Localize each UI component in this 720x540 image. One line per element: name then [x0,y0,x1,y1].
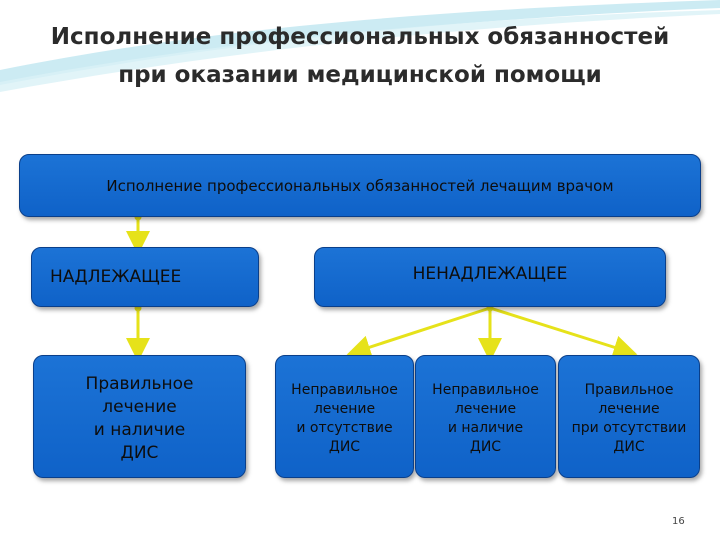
improper-box [314,247,666,307]
outcome-box-2 [275,355,414,478]
page-number: 16 [672,516,685,527]
main-box-doctor-duties [19,154,701,217]
arrows-improper-to-outcomes [358,305,626,352]
outcome-label-3: Неправильное лечение и наличие ДИС [432,382,539,455]
arrow-main-to-proper [135,214,142,244]
outcome-label-2: Неправильное лечение и отсутствие ДИС [291,382,398,455]
page-title: Исполнение профессиональных обязанностей при оказании медицинской помощи [50,24,670,88]
main-box-label: Исполнение профессиональных обязанностей лечащим врачом [106,176,614,195]
proper-box [31,247,259,307]
outcome-box-1 [33,355,246,478]
proper-label: НАДЛЕЖАЩЕЕ [50,267,182,287]
outcome-label-1: Правильное лечение и наличие ДИС [85,374,194,463]
arrow-proper-to-outcome [135,305,142,351]
outcome-box-4 [558,355,700,478]
improper-label: НЕНАДЛЕЖАЩЕЕ [412,264,568,284]
outcome-box-3 [415,355,556,478]
outcome-label-4: Правильное лечение при отсутствии ДИС [571,382,687,455]
